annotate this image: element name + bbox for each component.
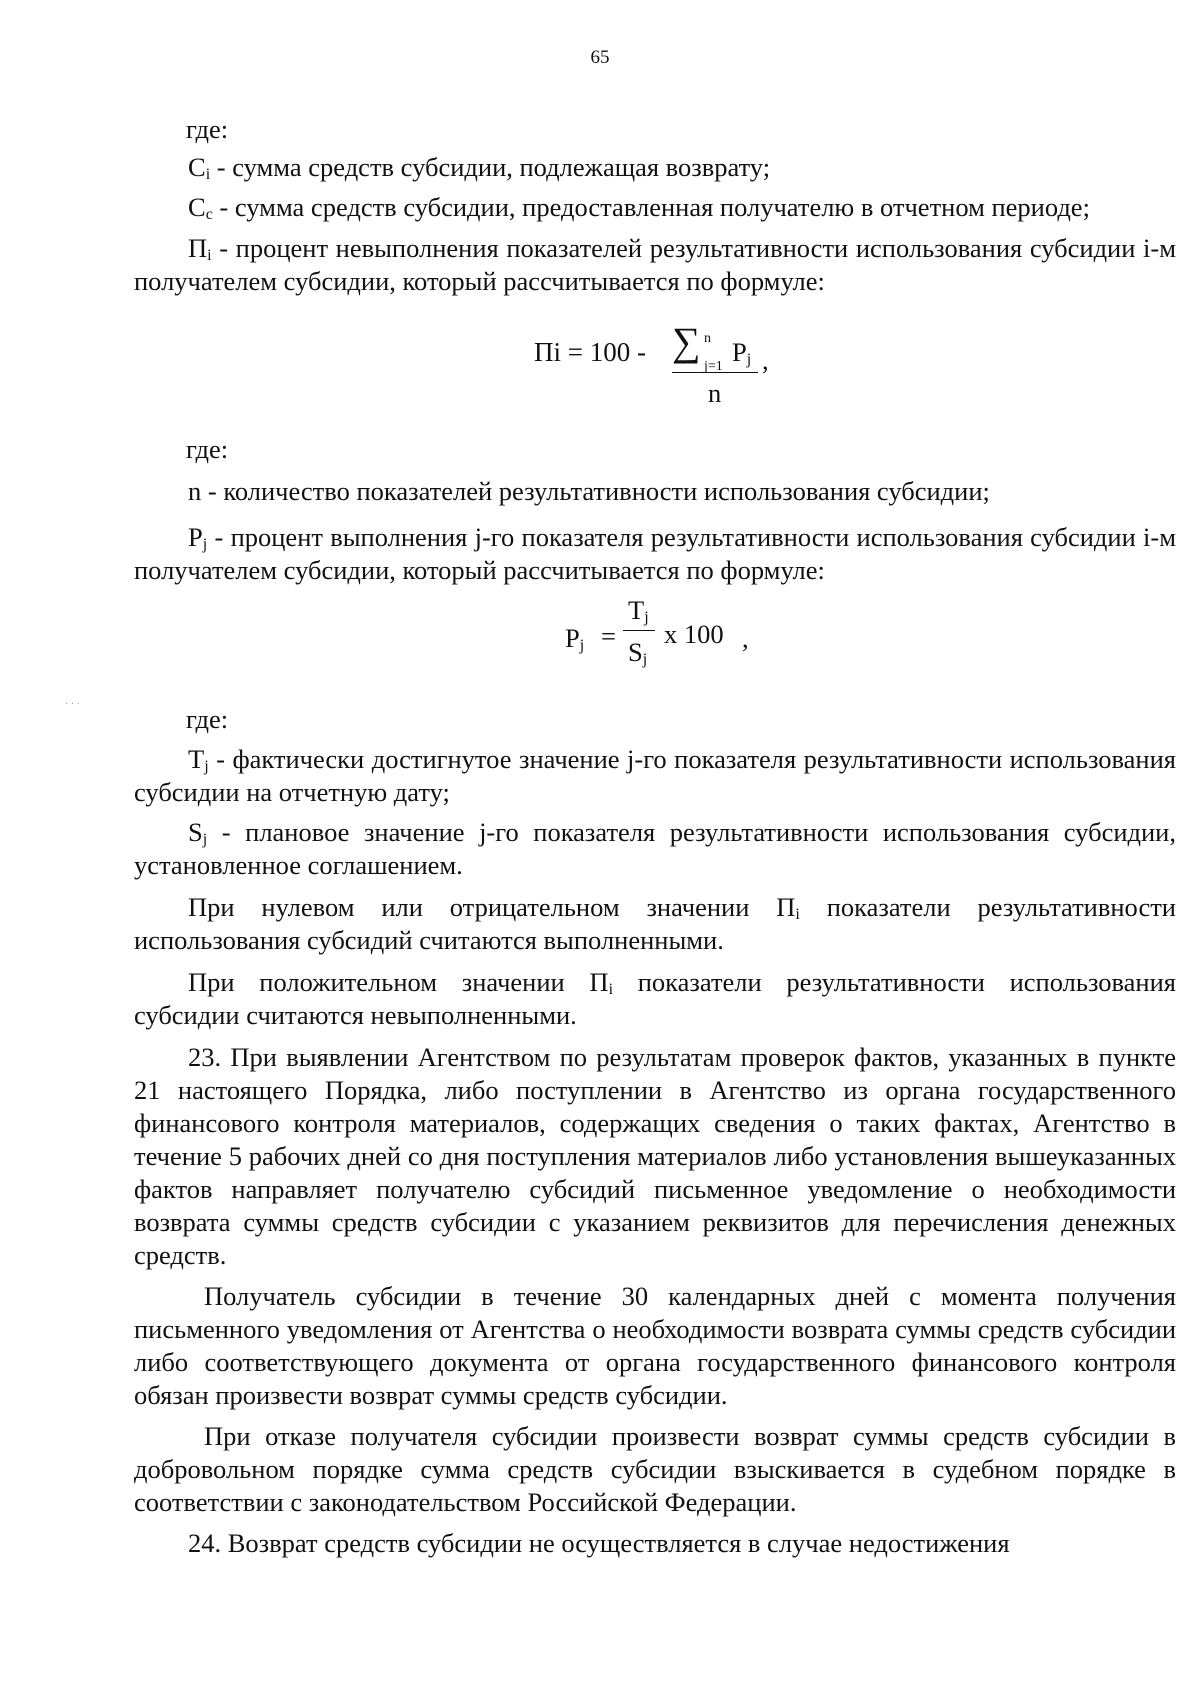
numerator-symbol: T (628, 595, 645, 625)
definition-ci (134, 151, 1176, 184)
fraction-denominator: n (708, 378, 722, 408)
where-label: где: (186, 434, 229, 464)
symbol-subscript: i (207, 247, 212, 264)
symbol: P (188, 522, 203, 552)
definition-text: - плановое значение j-го показателя результативности использования субсидии, установленное соглашением. (134, 817, 1176, 880)
formula-lhs (565, 622, 584, 655)
symbol-subscript: c (205, 206, 213, 223)
lhs-symbol: P (565, 623, 580, 653)
symbol: П (188, 233, 208, 263)
symbol-subscript: i (795, 906, 800, 923)
sigma-symbol: ∑ (672, 319, 701, 364)
symbol: S (188, 817, 203, 847)
symbol-subscript: i (608, 981, 614, 998)
definition-text: - сумма средств субсидии, предоставленная получателю в отчетном периоде; (212, 192, 1090, 222)
definition-pi (134, 232, 1176, 298)
fraction-denominator (628, 636, 647, 669)
term-subscript: j (746, 351, 752, 368)
paragraph-text: показатели результативности использования субсидии считаются невыполненными. (134, 967, 1176, 1030)
numerator-subscript: j (644, 609, 649, 626)
paragraph-zero-value (134, 891, 1176, 957)
paragraph-24: 24. Возврат средств субсидии не осуществляется в случае недостижения (188, 1528, 1010, 1558)
lhs-subscript: j (579, 637, 585, 654)
formula-rhs: x 100 (664, 619, 724, 649)
formula-comma: , (742, 623, 749, 653)
where-label: где: (186, 704, 229, 734)
paragraph-receiver-obligation: Получатель субсидии в течение 30 календарных дней с момента получения письменного уведомления от Агентства о необходимости возврата суммы средств субсидии либо соответствующего документа от органа государственного финансового контроля обязан произвести возврат суммы средств субсидии. (134, 1281, 1176, 1410)
definition-pj (134, 521, 1176, 587)
paragraph-text: При нулевом или отрицательном значении П (188, 892, 796, 922)
definition-text: - фактически достигнутое значение j-го показателя результативности использования субсидии на отчетную дату; (134, 744, 1176, 807)
formula-left: Пi = 100 - (534, 337, 646, 367)
symbol: C (188, 152, 206, 182)
symbol: T (188, 744, 205, 774)
paragraph-text: При положительном значении П (188, 967, 609, 997)
page-number: 65 (590, 47, 610, 68)
sum-upper-limit: n (704, 331, 711, 346)
paragraph-refusal: При отказе получателя субсидии произвести возврат суммы средств субсидии в добровольном порядке сумма средств субсидии взыскивается в судебном порядке в соответствии с законодательством Российской Федерации. (134, 1421, 1176, 1517)
sum-lower-limit: j=1 (704, 359, 723, 374)
definition-text: - процент выполнения j-го показателя результативности использования субсидии i-м получателем субсидии, который рассчитывается по формуле: (134, 522, 1176, 585)
definition-text: - процент невыполнения показателей результативности использования субсидии i-м получателем субсидии, который рассчитывается по формуле: (134, 233, 1176, 296)
definition-text: - сумма средств субсидии, подлежащая возврату; (210, 152, 771, 182)
term-symbol: P (732, 337, 747, 367)
sum-term (732, 336, 751, 369)
symbol-subscript: i (205, 166, 211, 183)
definition-sj (134, 816, 1176, 882)
fraction-bar (623, 630, 655, 631)
definition-tj (134, 743, 1176, 809)
symbol: C (188, 192, 206, 222)
symbol-subscript: j (202, 831, 208, 848)
equals-sign: = (601, 621, 616, 651)
formula-pj (565, 594, 765, 684)
fraction-bar (672, 372, 758, 373)
fraction-numerator (672, 319, 701, 364)
symbol-subscript: j (202, 536, 208, 553)
paragraph-positive-value (134, 966, 1176, 1032)
definition-n: n - количество показателей результативности использования субсидии; (188, 476, 990, 506)
paragraph-text: показатели результативности использования субсидий считаются выполненными. (134, 892, 1176, 955)
denominator-subscript: j (642, 651, 648, 668)
formula-comma: , (762, 345, 769, 375)
definition-cc (134, 191, 1176, 224)
formula-pi (534, 336, 646, 369)
paragraph-23: 23. При выявлении Агентством по результатам проверок фактов, указанных в пункте 21 настоящего Порядка, либо поступлении в Агентство из органа государственного финансового контроля материалов, содержащих сведения о таких фактах, Агентство в течение 5 рабочих дней со дня поступления материалов либо установления вышеуказанных фактов направляет получателю субсидий письменное уведомление о необходимости возврата суммы средств субсидии с указанием реквизитов для перечисления денежных средств. (134, 1042, 1176, 1270)
formula-pi-fraction (672, 319, 772, 418)
denominator-symbol: S (628, 637, 643, 667)
fraction-numerator (628, 594, 649, 627)
scan-speck: · · · (65, 699, 80, 710)
where-label: где: (186, 114, 229, 144)
symbol-subscript: j (204, 758, 209, 775)
